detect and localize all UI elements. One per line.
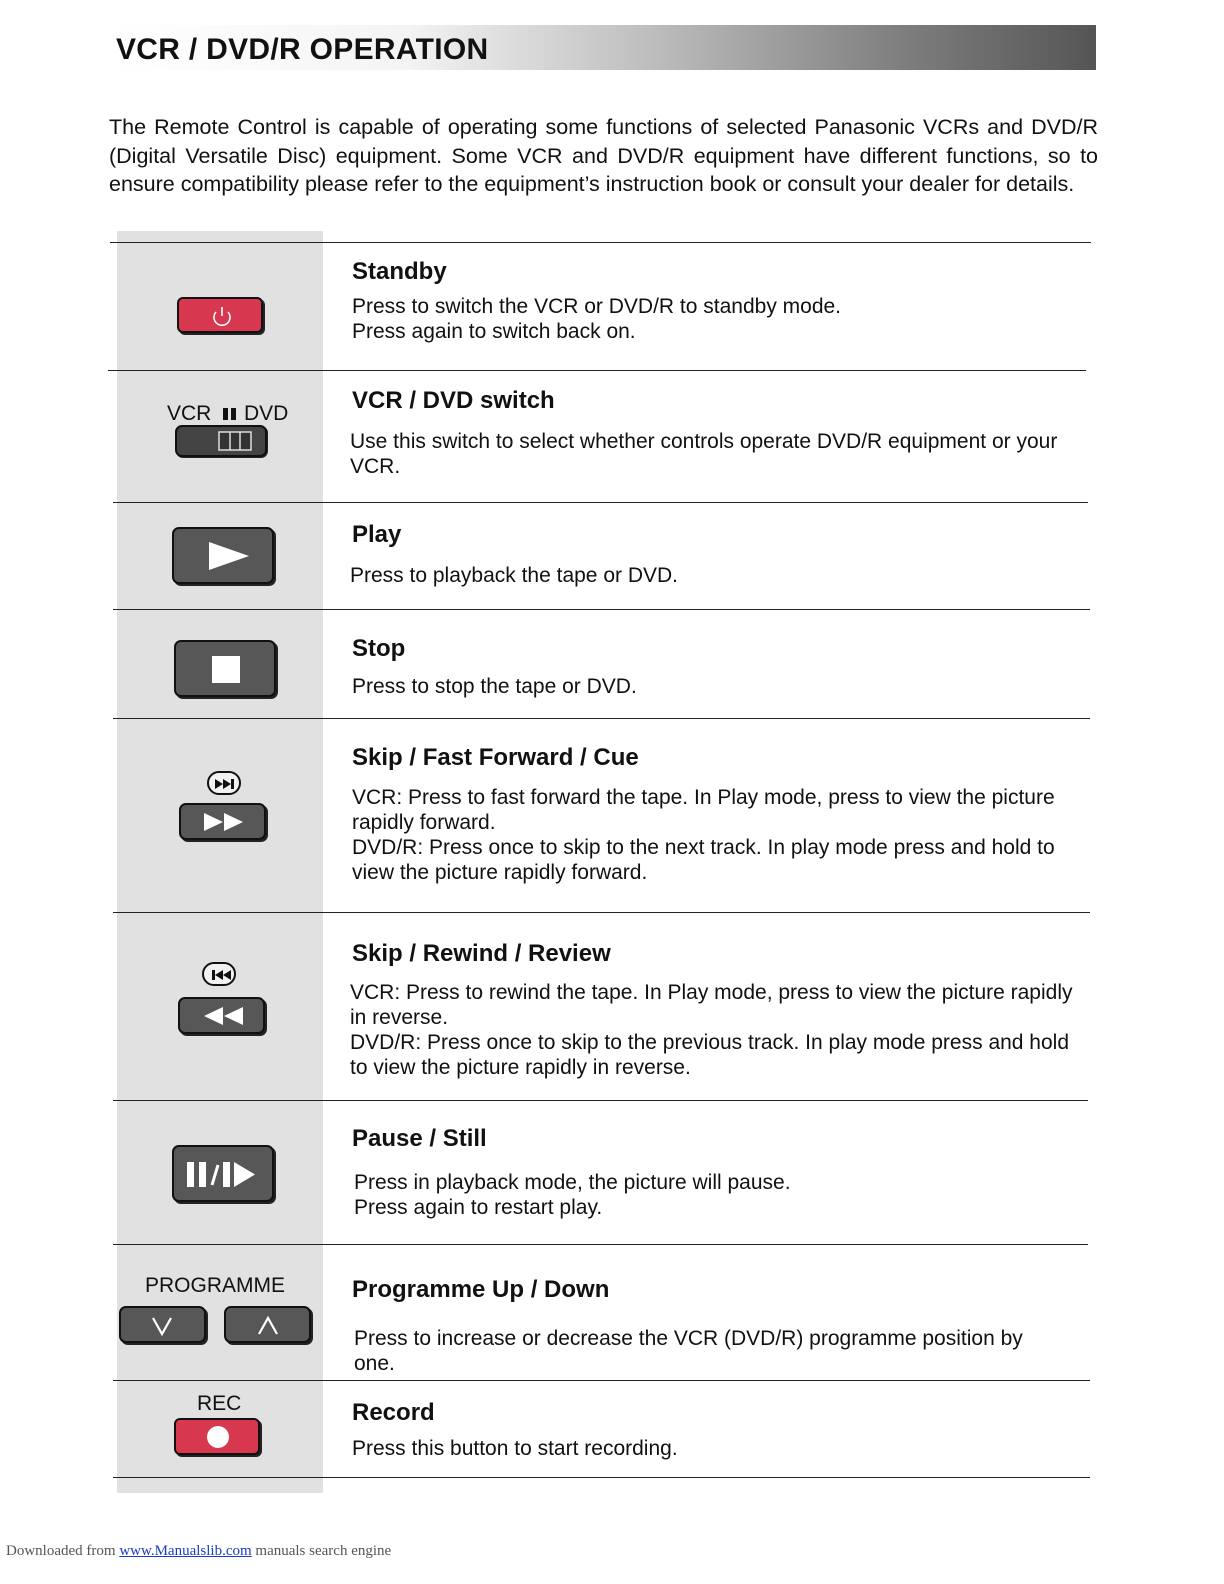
record-title: Record — [352, 1399, 435, 1426]
play-button[interactable] — [172, 527, 274, 584]
icon-column — [117, 231, 323, 1493]
footer-prefix: Downloaded from — [6, 1543, 120, 1559]
rewind-desc-line: VCR: Press to rewind the tape. In Play mode, press to view the picture rapidly in reverse. — [350, 981, 1073, 1029]
standby-desc-line: Press to switch the VCR or DVD/R to standby mode. — [352, 295, 842, 318]
pause-still-desc-line: Press again to restart play. — [354, 1196, 603, 1219]
play-title: Play — [352, 521, 402, 548]
record-icon — [176, 1420, 262, 1457]
fast-forward-desc-line: DVD/R: Press once to skip to the next track. In play mode press and hold to view the picture rapidly forward. — [352, 836, 1055, 884]
rewind-title: Skip / Rewind / Review — [352, 940, 611, 967]
pause-still-desc — [354, 1170, 1074, 1220]
programme-up-button[interactable] — [224, 1306, 311, 1343]
programme-title: Programme Up / Down — [352, 1276, 610, 1303]
switch-slider-icon — [175, 425, 267, 457]
rewind-desc — [350, 980, 1080, 1080]
record-desc: Press this button to start recording. — [352, 1437, 678, 1460]
programme-desc: Press to increase or decrease the VCR (DVD/R) programme position by one. — [354, 1327, 1023, 1375]
chevron-up-icon — [226, 1308, 313, 1345]
intro-paragraph: The Remote Control is capable of operating some functions of selected Panasonic VCRs and DVD/R (Digital Versatile Disc) equipment. Some VCR and DVD/R equipment have different functions, so to ensure compatibility please refer to the equipment’s instruction book or consult your dealer for details. — [109, 115, 1098, 196]
row-divider — [113, 609, 1090, 610]
stop-desc: Press to stop the tape or DVD. — [352, 675, 637, 698]
stop-icon — [176, 642, 278, 699]
standby-button[interactable] — [177, 297, 263, 333]
row-divider — [110, 242, 1091, 243]
skip-forward-indicator — [207, 771, 241, 795]
header-bar — [110, 25, 1096, 70]
rewind-desc-line: DVD/R: Press once to skip to the previous track. In play mode press and hold to view the picture rapidly in reverse. — [350, 1031, 1070, 1079]
row-divider — [113, 1380, 1090, 1381]
manualslib-link[interactable]: www.Manualslib.com — [119, 1543, 252, 1559]
stop-button[interactable] — [174, 640, 276, 697]
vcr-dvd-switch-desc: Use this switch to select whether controls operate DVD/R equipment or your VCR. — [350, 430, 1058, 478]
footer-suffix: manuals search engine — [251, 1543, 392, 1559]
play-desc: Press to playback the tape or DVD. — [350, 564, 678, 587]
fast-forward-desc-line: VCR: Press to fast forward the tape. In Play mode, press to view the picture rapidly forward. — [352, 786, 1055, 834]
pause-still-desc-line: Press in playback mode, the picture will pause. — [354, 1171, 791, 1194]
page-title: VCR / DVD/R OPERATION — [116, 33, 489, 66]
chevron-down-icon — [121, 1308, 208, 1345]
footer — [6, 1543, 391, 1560]
row-divider — [113, 502, 1088, 503]
skip-back-indicator — [202, 962, 236, 986]
fast-forward-icon — [181, 805, 268, 842]
row-divider — [108, 370, 1086, 371]
fast-forward-desc — [352, 785, 1072, 885]
row-divider — [113, 1100, 1088, 1101]
standby-desc — [352, 294, 1072, 344]
row-divider — [113, 1244, 1088, 1245]
row-divider — [113, 1477, 1090, 1478]
rewind-button[interactable] — [178, 997, 265, 1034]
programme-label: PROGRAMME — [145, 1274, 286, 1297]
skip-back-icon — [204, 964, 238, 988]
vcr-dvd-switch[interactable] — [175, 425, 267, 457]
record-button[interactable] — [174, 1418, 260, 1455]
row-divider — [113, 912, 1090, 913]
programme-down-button[interactable] — [119, 1306, 206, 1343]
vcr-label: VCR — [167, 402, 212, 425]
rewind-icon — [180, 999, 267, 1036]
skip-forward-icon — [209, 773, 243, 797]
play-icon — [174, 529, 276, 586]
row-divider — [113, 718, 1090, 719]
fast-forward-title: Skip / Fast Forward / Cue — [352, 744, 639, 771]
stop-title: Stop — [352, 635, 406, 662]
power-icon — [179, 299, 265, 335]
rec-label: REC — [197, 1392, 242, 1415]
pause-play-icon — [174, 1147, 276, 1204]
standby-desc-line: Press again to switch back on. — [352, 320, 636, 343]
vcr-dvd-switch-title: VCR / DVD switch — [352, 387, 555, 414]
pause-still-button[interactable] — [172, 1145, 274, 1202]
standby-title: Standby — [352, 258, 447, 285]
pause-still-title: Pause / Still — [352, 1125, 487, 1152]
fast-forward-button[interactable] — [179, 803, 266, 840]
pause-divider-icon — [222, 407, 238, 421]
dvd-label: DVD — [244, 402, 289, 425]
